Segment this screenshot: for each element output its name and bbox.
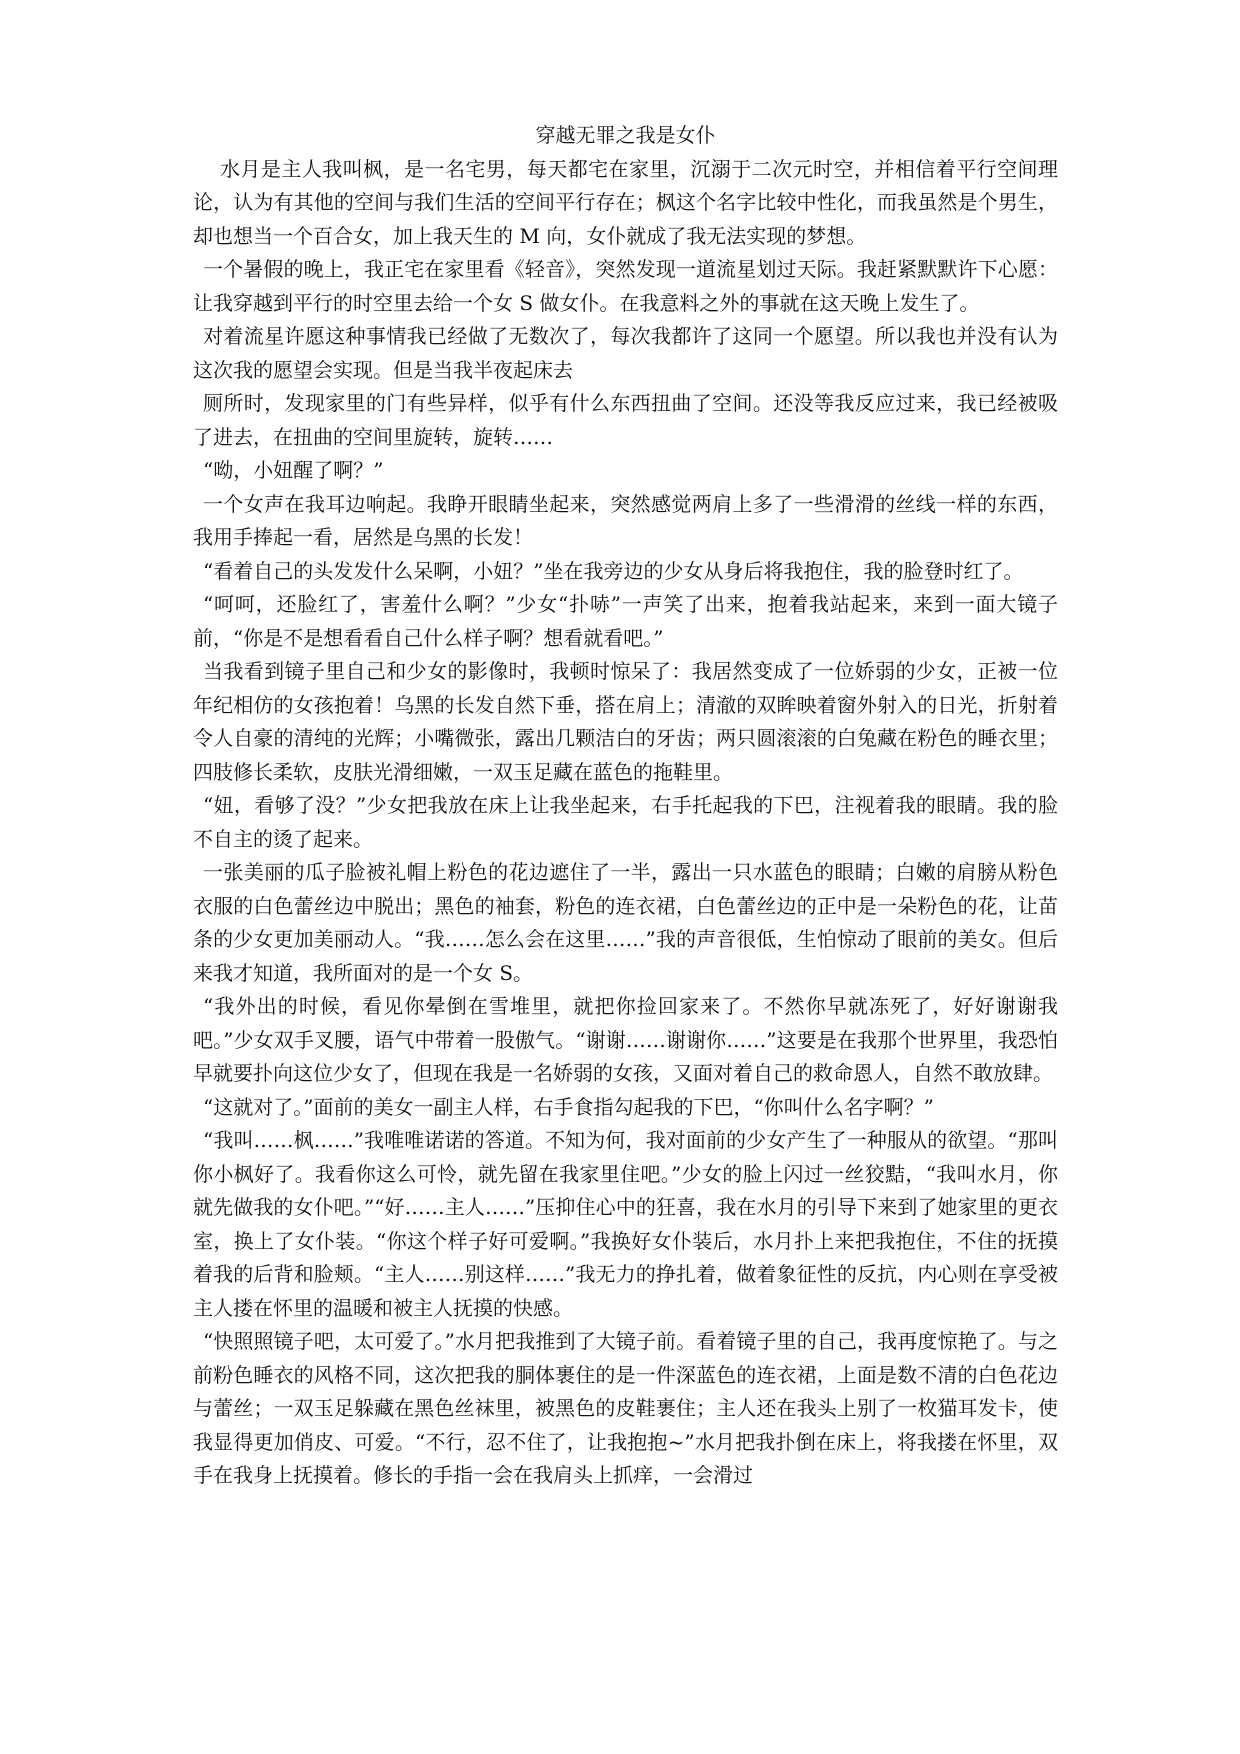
- paragraph: “我外出的时候，看见你晕倒在雪堆里，就把你捡回家来了。不然你早就冻死了，好好谢谢我吧。”少女双手叉腰，语气中带着一股傲气。“谢谢……谢谢你……”这要是在我那个世界里，我恐怕早就要扑向这位少女了，但现在我是一名娇弱的女孩，又面对着自己的救命恩人，自然不敢放肆。: [193, 994, 1058, 1085]
- paragraph: 一个暑假的晚上，我正宅在家里看《轻音》，突然发现一道流星划过天际。我赶紧默默许下心愿：让我穿越到平行的时空里去给一个女 S 做女仆。在我意料之外的事就在这天晚上发生了。: [193, 257, 1058, 315]
- paragraph: “呵呵，还脸红了，害羞什么啊？”少女“扑哧”一声笑了出来，抱着我站起来，来到一面大镜子前，“你是不是想看看自己什么样子啊？想看就看吧。”: [193, 592, 1058, 650]
- document-body: [193, 119, 1058, 1493]
- paragraph: 一个女声在我耳边响起。我睁开眼睛坐起来，突然感觉两肩上多了一些滑滑的丝线一样的东西，我用手捧起一看，居然是乌黑的长发！: [193, 491, 1058, 549]
- paragraph: “妞，看够了没？”少女把我放在床上让我坐起来，右手托起我的下巴，注视着我的眼睛。我的脸不自主的烫了起来。: [193, 793, 1058, 851]
- paragraph: “快照照镜子吧，太可爱了。”水月把我推到了大镜子前。看着镜子里的自己，我再度惊艳了。与之前粉色睡衣的风格不同，这次把我的胴体裹住的是一件深蓝色的连衣裙，上面是数不清的白色花边与蕾丝；一双玉足躲藏在黑色丝袜里，被黑色的皮鞋裹住；主人还在我头上别了一枚猫耳发卡，使我显得更加俏皮、可爱。“不行，忍不住了，让我抱抱~”水月把我扑倒在床上，将我搂在怀里，双手在我身上抚摸着。修长的手指一会在我肩头上抓痒，一会滑过: [193, 1329, 1058, 1487]
- paragraph: 一张美丽的瓜子脸被礼帽上粉色的花边遮住了一半，露出一只水蓝色的眼睛；白嫩的肩膀从粉色衣服的白色蕾丝边中脱出；黑色的袖套，粉色的连衣裙，白色蕾丝边的正中是一朵粉色的花，让苗条的少女更加美丽动人。“我……怎么会在这里……”我的声音很低，生怕惊动了眼前的美女。但后来我才知道，我所面对的是一个女 S。: [193, 860, 1058, 985]
- document-title: 穿越无罪之我是女仆: [535, 123, 716, 147]
- paragraph: 厕所时，发现家里的门有些异样，似乎有什么东西扭曲了空间。还没等我反应过来，我已经被吸了进去，在扭曲的空间里旋转，旋转……: [193, 391, 1058, 449]
- paragraph: “我叫……枫……”我唯唯诺诺的答道。不知为何，我对面前的少女产生了一种服从的欲望。“那叫你小枫好了。我看你这么可怜，就先留在我家里住吧。”少女的脸上闪过一丝狡黠，“我叫水月，你就先做我的女仆吧。”“好……主人……”压抑住心中的狂喜，我在水月的引导下来到了她家里的更衣室，换上了女仆装。“你这个样子好可爱啊。”我换好女仆装后，水月扑上来把我抱住，不住的抚摸着我的后背和脸颊。“主人……别这样……”我无力的挣扎着，做着象征性的反抗，内心则在享受被主人搂在怀里的温暖和被主人抚摸的快感。: [193, 1128, 1058, 1320]
- paragraph: “这就对了。”面前的美女一副主人样，右手食指勾起我的下巴，“你叫什么名字啊？”: [203, 1094, 934, 1119]
- paragraph: 水月是主人我叫枫，是一名宅男，每天都宅在家里，沉溺于二次元时空，并相信着平行空间理论，认为有其他的空间与我们生活的空间平行存在；枫这个名字比较中性化，而我虽然是个男生，却也想当一个百合女，加上我天生的 M 向，女仆就成了我无法实现的梦想。: [193, 156, 1058, 248]
- paragraph: “看着自己的头发发什么呆啊，小妞？”坐在我旁边的少女从身后将我抱住，我的脸登时红了。: [203, 558, 1024, 583]
- paragraph: 当我看到镜子里自己和少女的影像时，我顿时惊呆了：我居然变成了一位娇弱的少女，正被一位年纪相仿的女孩抱着！乌黑的长发自然下垂，搭在肩上；清澈的双眸映着窗外射入的日光，折射着令人自豪的清纯的光辉；小嘴微张，露出几颗洁白的牙齿；两只圆滚滚的白兔藏在粉色的睡衣里；四肢修长柔软，皮肤光滑细嫩，一双玉足藏在蓝色的拖鞋里。: [193, 659, 1058, 784]
- paragraph: 对着流星许愿这种事情我已经做了无数次了，每次我都许了这同一个愿望。所以我也并没有认为这次我的愿望会实现。但是当我半夜起床去: [193, 324, 1058, 382]
- paragraph: “呦，小妞醒了啊？”: [203, 458, 384, 482]
